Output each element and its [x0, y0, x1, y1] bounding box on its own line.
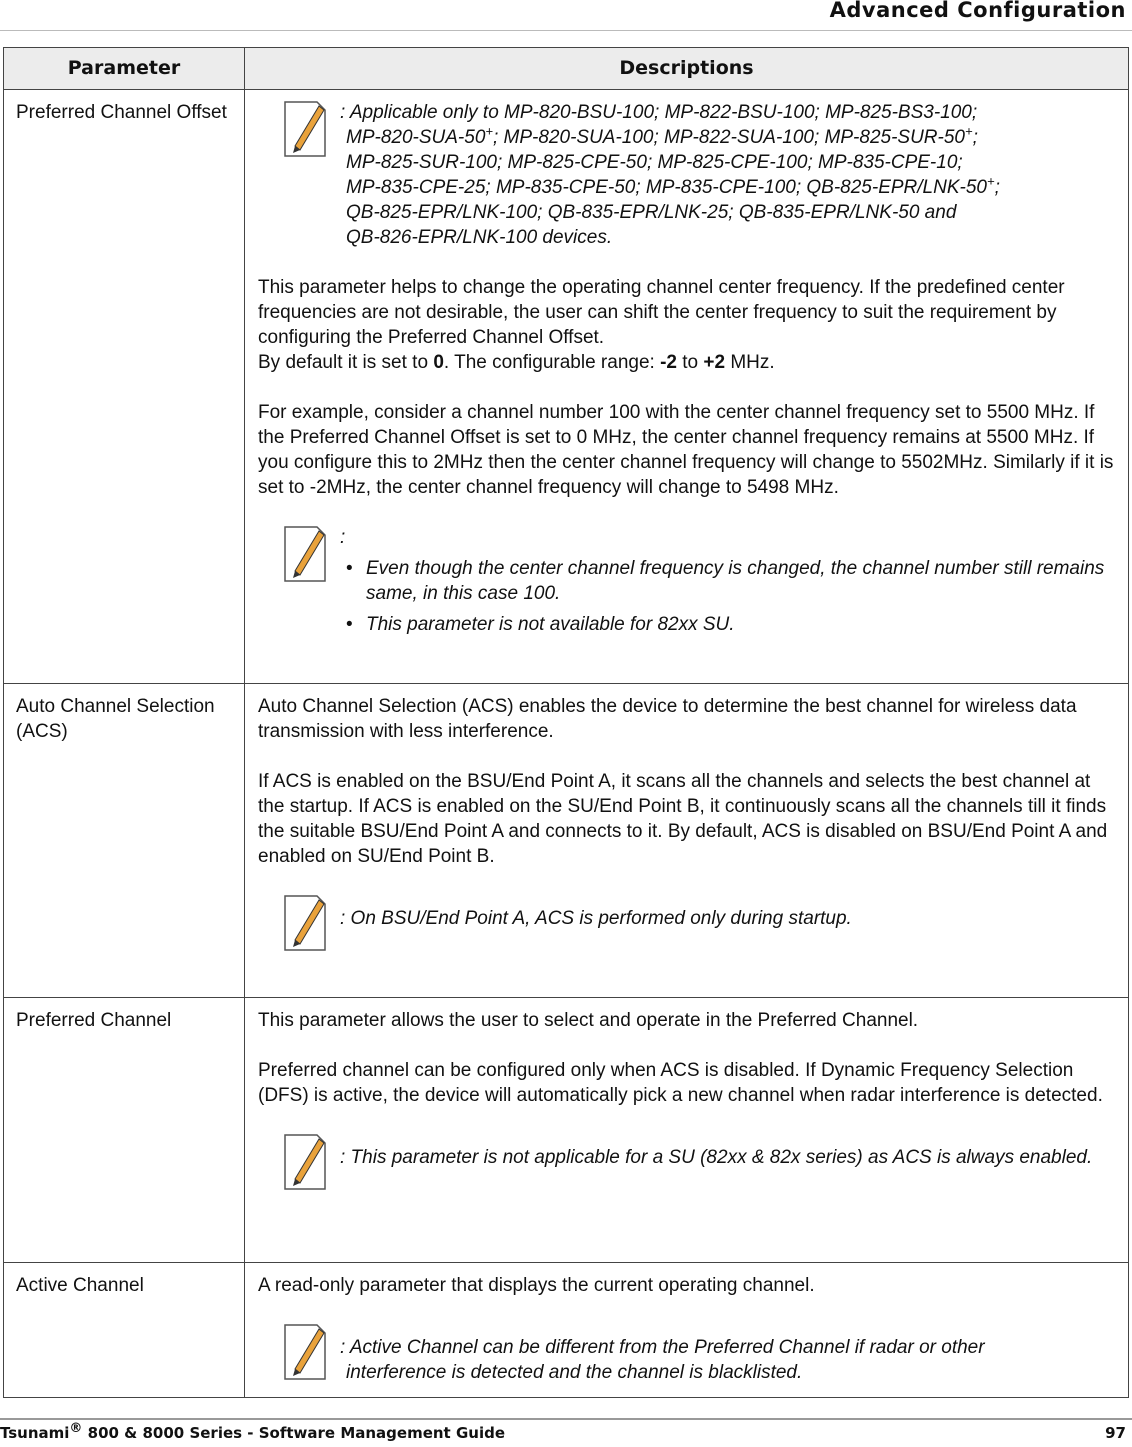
default-range-text: By default it is set to 0. The configurable range: -2 to +2 MHz.: [258, 352, 775, 373]
footer-guide-title: Tsunami® 800 & 8000 Series - Software Management Guide: [0, 1421, 505, 1442]
note-block: [258, 894, 1120, 950]
note-text-line: MP-820-SUA-50+; MP-820-SUA-100; MP-822-SUA-100; MP-825-SUR-50+;: [346, 123, 978, 148]
page-number: 97: [1105, 1424, 1126, 1442]
range-min: -2: [660, 352, 677, 373]
parameter-description: [245, 90, 1129, 684]
table-row: [4, 1263, 1129, 1398]
description-paragraph: A read-only parameter that displays the current operating channel.: [258, 1275, 815, 1296]
description-paragraph: Preferred channel can be configured only when ACS is disabled. If Dynamic Frequency Selection (DFS) is active, the device will automatically pick a new channel when radar interference is detected.: [258, 1060, 1103, 1106]
description-paragraph: For example, consider a channel number 100 with the center channel frequency set to 5500 MHz. If the Preferred Channel Offset is set to 0 MHz, the center channel frequency remains at 5500 MHz. If you configure this to 2MHz then the center channel frequency will change to 5502MHz. Similarly if it is set to -2MHz, the center channel frequency will change to 5498 MHz.: [258, 402, 1114, 498]
note-text-line: QB-826-EPR/LNK-100 devices.: [346, 227, 613, 248]
parameter-name: Preferred Channel Offset: [4, 90, 245, 684]
note-text: :: [340, 527, 346, 548]
parameter-description: [245, 998, 1129, 1263]
description-paragraph: This parameter helps to change the operating channel center frequency. If the predefined center frequencies are not desirable, the user can shift the center frequency to suit the requirement by configuring the Preferred Channel Offset.: [258, 277, 1065, 348]
table-row: [4, 90, 1129, 684]
table-row: [4, 684, 1129, 998]
note-text: : This parameter is not applicable for a SU (82xx & 82x series) as ACS is always enabled.: [340, 1147, 1093, 1168]
note-block: [258, 1133, 1120, 1189]
note-pencil-icon: [283, 525, 327, 583]
footer-rule: [0, 1418, 1132, 1420]
parameter-name: Active Channel: [4, 1263, 245, 1398]
note-pencil-icon: [283, 894, 327, 952]
note-block: [258, 100, 1120, 250]
note-text-line: MP-835-CPE-25; MP-835-CPE-50; MP-835-CPE-100; QB-825-EPR/LNK-50+;: [346, 173, 1000, 198]
note-text-line: QB-825-EPR/LNK-100; QB-835-EPR/LNK-25; QB-835-EPR/LNK-50 and: [346, 202, 957, 223]
column-header-descriptions: Descriptions: [245, 48, 1129, 90]
parameter-table: [3, 47, 1129, 1398]
parameter-description: [245, 684, 1129, 998]
note-pencil-icon: [283, 100, 327, 158]
default-value: 0: [433, 352, 444, 373]
parameter-name: Preferred Channel: [4, 998, 245, 1263]
table-row: [4, 998, 1129, 1263]
note-text-line: MP-825-SUR-100; MP-825-CPE-50; MP-825-CPE-100; MP-835-CPE-10;: [346, 152, 963, 173]
description-paragraph: If ACS is enabled on the BSU/End Point A, it scans all the channels and selects the best channel at the startup. If ACS is enabled on the SU/End Point B, it continuously scans all the channels till it finds the suitable BSU/End Point A and connects to it. By default, ACS is disabled on BSU/End Point A and enabled on SU/End Point B.: [258, 771, 1108, 867]
parameter-name: Auto Channel Selection (ACS): [4, 684, 245, 998]
header-rule: [0, 30, 1132, 31]
list-item: • Even though the center channel frequency is changed, the channel number still remains same, in this case 100.: [346, 556, 1120, 606]
registered-mark: ®: [69, 1421, 83, 1436]
note-text-line: interference is detected and the channel is blacklisted.: [346, 1362, 803, 1383]
note-text: : On BSU/End Point A, ACS is performed only during startup.: [340, 908, 852, 929]
note-pencil-icon: [283, 1323, 327, 1381]
description-paragraph: This parameter allows the user to select and operate in the Preferred Channel.: [258, 1010, 919, 1031]
note-bullet-list: [346, 556, 1120, 637]
note-text: : Active Channel can be different from the Preferred Channel if radar or other: [340, 1337, 985, 1358]
note-text: : Applicable only to MP-820-BSU-100; MP-822-BSU-100; MP-825-BS3-100;: [340, 102, 978, 123]
list-item: • This parameter is not available for 82xx SU.: [346, 612, 1120, 637]
note-block: [258, 525, 1120, 637]
note-pencil-icon: [283, 1133, 327, 1191]
table-header-row: [4, 48, 1129, 90]
parameter-description: [245, 1263, 1129, 1398]
range-max: +2: [703, 352, 726, 373]
column-header-parameter: Parameter: [4, 48, 245, 90]
note-block: [258, 1323, 1120, 1385]
description-paragraph: Auto Channel Selection (ACS) enables the device to determine the best channel for wireless data transmission with less interference.: [258, 696, 1077, 742]
page-header-title: Advanced Configuration: [829, 0, 1126, 22]
